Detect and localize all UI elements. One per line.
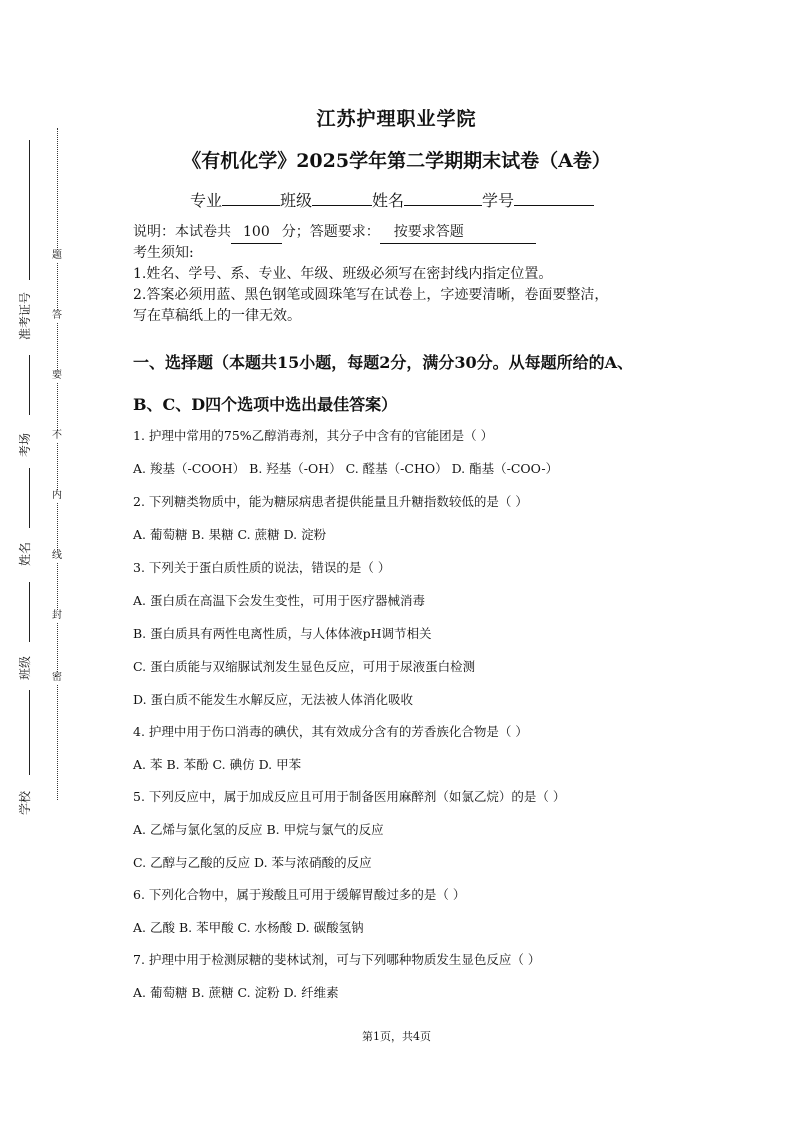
total-score: 100: [231, 222, 282, 244]
field-id-label: 学号: [482, 191, 515, 210]
field-id-blank[interactable]: [514, 191, 594, 206]
school-line: [29, 690, 30, 775]
seal-dotted-line: [57, 128, 58, 800]
student-info-row: [190, 188, 594, 211]
notice-item-2-line2: 写在草稿纸上的一律无效。: [133, 308, 301, 324]
question-line: 2. 下列糖类物质中，能为糖尿病患者提供能量且升糖指数较低的是（ ）: [133, 494, 528, 509]
notice-heading: 考生须知:: [133, 245, 194, 261]
option-line: A. 乙烯与氯化氢的反应 B. 甲烷与氯气的反应: [133, 822, 384, 837]
field-class-label: 班级: [280, 191, 313, 210]
label-class: 班级: [18, 655, 32, 680]
seal-char: 内: [52, 490, 62, 501]
option-line: C. 蛋白质能与双缩脲试剂发生显色反应，可用于尿液蛋白检测: [133, 659, 476, 674]
option-line: A. 苯 B. 苯酚 C. 碘仿 D. 甲苯: [133, 757, 302, 772]
label-exam-number: 准考证号: [18, 291, 32, 340]
question-line: 6. 下列化合物中，属于羧酸且可用于缓解胃酸过多的是（ ）: [133, 887, 466, 902]
question-line: 3. 下列关于蛋白质性质的说法，错误的是（ ）: [133, 560, 391, 575]
exam-title: 《有机化学》2025学年第二学期期末试卷（A卷）: [182, 150, 611, 172]
option-line: D. 蛋白质不能发生水解反应，无法被人体消化吸收: [133, 692, 414, 707]
option-line: A. 羧基（-COOH） B. 羟基（-OH） C. 醛基（-CHO） D. 酯基（-COO-）: [133, 461, 559, 476]
label-school: 学校: [18, 790, 32, 815]
seal-char: 题: [52, 250, 62, 261]
option-line: B. 蛋白质具有两性电离性质，与人体体液pH调节相关: [133, 626, 432, 641]
seal-char: 线: [52, 550, 62, 561]
question-line: 4. 护理中用于伤口消毒的碘伏，其有效成分含有的芳香族化合物是（ ）: [133, 724, 528, 739]
option-line: C. 乙醇与乙酸的反应 D. 苯与浓硝酸的反应: [133, 855, 372, 870]
seal-char: 不: [52, 430, 62, 441]
exam-room-line: [29, 355, 30, 415]
option-line: A. 蛋白质在高温下会发生变性，可用于医疗器械消毒: [133, 593, 425, 608]
seal-char: 要: [52, 370, 62, 381]
page-footer: 第1页，共4页: [362, 1030, 431, 1043]
question-line: 1. 护理中常用的75%乙醇消毒剂，其分子中含有的官能团是（ ）: [133, 428, 494, 443]
field-major-blank[interactable]: [222, 191, 280, 206]
instructions-line: [133, 222, 673, 244]
class-line: [29, 582, 30, 642]
question-line: 7. 护理中用于检测尿糖的斐林试剂，可与下列哪种物质发生显色反应（ ）: [133, 952, 541, 967]
field-class-blank[interactable]: [312, 191, 372, 206]
question-line: 5. 下列反应中，属于加成反应且可用于制备医用麻醉剂（如氯乙烷）的是（ ）: [133, 789, 566, 804]
option-line: A. 葡萄糖 B. 果糖 C. 蔗糖 D. 淀粉: [133, 527, 327, 542]
instructions-mid: 分；答题要求：: [281, 224, 380, 240]
seal-char: 密: [52, 672, 62, 683]
answer-requirement: 按要求答题: [380, 222, 536, 244]
option-line: A. 乙酸 B. 苯甲酸 C. 水杨酸 D. 碳酸氢钠: [133, 920, 364, 935]
field-major-label: 专业: [190, 191, 223, 210]
label-exam-room: 考场: [18, 432, 32, 457]
seal-char: 答: [52, 310, 62, 321]
option-line: A. 葡萄糖 B. 蔗糖 C. 淀粉 D. 纤维素: [133, 985, 339, 1000]
notice-item-2-line1: 2.答案必须用蓝、黑色钢笔或圆珠笔写在试卷上，字迹要清晰，卷面要整洁，: [133, 287, 609, 303]
notice-item-1: 1.姓名、学号、系、专业、年级、班级必须写在密封线内指定位置。: [133, 266, 553, 282]
instructions-prefix: 说明：本试卷共: [133, 224, 231, 240]
name-line: [29, 468, 30, 528]
label-name: 姓名: [18, 541, 32, 566]
seal-char: 封: [52, 610, 62, 621]
field-name-label: 姓名: [372, 191, 405, 210]
section-heading-line2: B、C、D四个选项中选出最佳答案）: [133, 395, 398, 414]
field-name-blank[interactable]: [404, 191, 482, 206]
institution-title: 江苏护理职业学院: [316, 108, 477, 130]
section-heading-line1: 一、选择题（本题共15小题，每题2分，满分30分。从每题所给的A、: [133, 353, 634, 372]
